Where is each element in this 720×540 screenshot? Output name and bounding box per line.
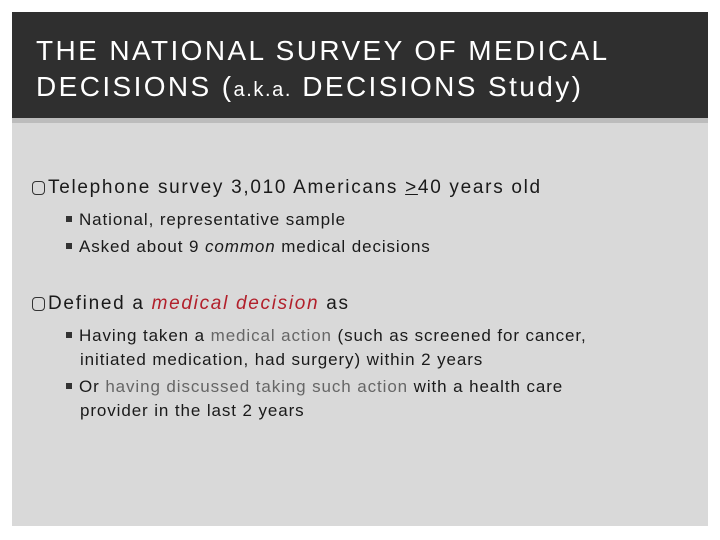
box-bullet-icon [32, 297, 45, 311]
sub-bullet-discussed-action-cont: provider in the last 2 years [80, 401, 305, 420]
title-text: DECISIONS ( [36, 71, 234, 102]
sub-bullet-nine-decisions: Asked about 9 common medical decisions [66, 235, 431, 259]
medical-decision-term: medical decision [151, 293, 320, 314]
sub-bullet-discussed-action: Or having discussed taking such action with a health care [66, 375, 563, 399]
square-bullet-icon [66, 332, 72, 338]
sub-bullet-medical-action: Having taken a medical action (such as screened for cancer, [66, 324, 587, 348]
square-bullet-icon [66, 216, 72, 222]
greater-equal-symbol: > [405, 177, 418, 198]
square-bullet-icon [66, 243, 72, 249]
box-bullet-icon [32, 181, 45, 195]
slide-content [12, 123, 708, 526]
title-bar [12, 12, 708, 118]
title-aka: a.k.a. [233, 79, 293, 101]
square-bullet-icon [66, 383, 72, 389]
title-line-2 [36, 69, 708, 108]
title-line-1: THE NATIONAL SURVEY OF MEDICAL [36, 35, 610, 66]
sub-bullet-medical-action-cont: initiated medication, had surgery) within 2 years [80, 350, 484, 369]
bullet-defined-decision: Defined a medical decision as [32, 293, 350, 315]
sub-bullet-national-sample: National, representative sample [66, 208, 346, 232]
bullet-telephone-survey: Telephone survey 3,010 Americans > 40 years old [32, 177, 542, 199]
title-text-end: DECISIONS Study) [292, 71, 584, 102]
